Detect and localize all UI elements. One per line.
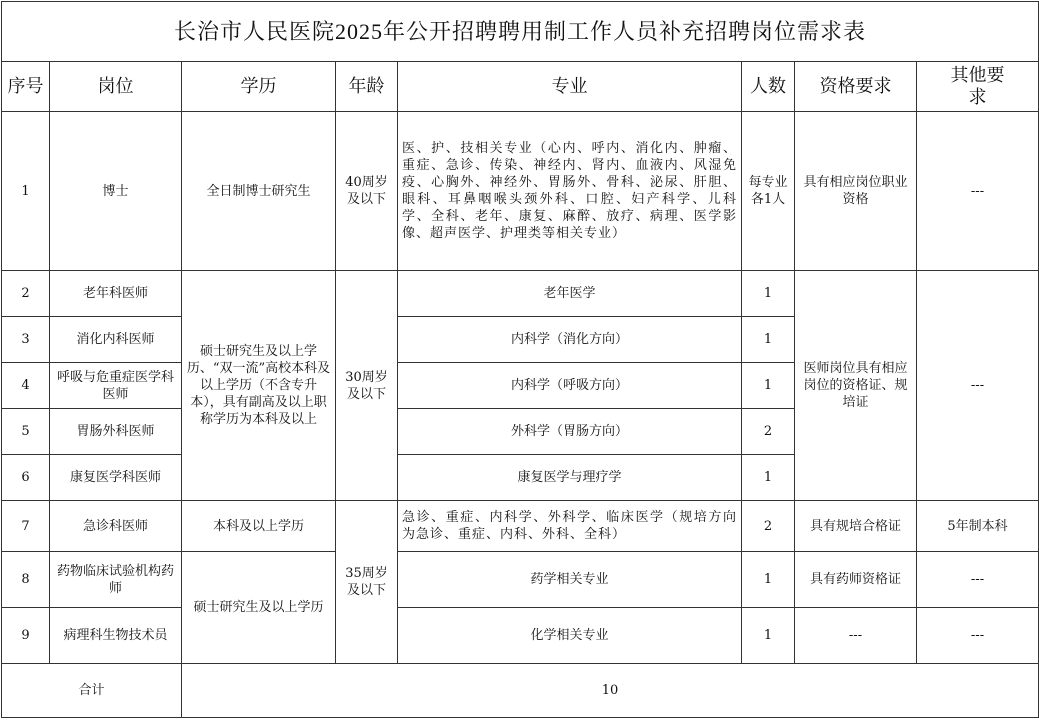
row-count: 1 — [742, 363, 795, 409]
row-position: 康复医学科医师 — [50, 455, 182, 501]
row-other: --- — [917, 112, 1039, 271]
row-other: --- — [917, 608, 1039, 664]
group-age: 35周岁及以下 — [336, 501, 398, 664]
row-major: 急诊、重症、内科学、外科学、临床医学（规培方向为急诊、重症、内科、外科、全科） — [398, 501, 742, 552]
group-other: --- — [917, 271, 1039, 501]
row-position: 病理科生物技术员 — [50, 608, 182, 664]
row-count: 2 — [742, 501, 795, 552]
group-education: 硕士研究生及以上学历、“双一流”高校本科及以上学历（不含专升本），具有副高及以上职称学历为本科及以上 — [182, 271, 336, 501]
header-major: 专业 — [398, 62, 742, 112]
total-value: 10 — [182, 664, 1039, 718]
row-position: 胃肠外科医师 — [50, 409, 182, 455]
row-major: 内科学（消化方向） — [398, 317, 742, 363]
header-count: 人数 — [742, 62, 795, 112]
table-row — [2, 501, 1039, 552]
table-row — [2, 608, 1039, 664]
group-age: 30周岁及以下 — [336, 271, 398, 501]
row-qualification: 具有相应岗位职业资格 — [795, 112, 917, 271]
row-count: 2 — [742, 409, 795, 455]
row-major: 化学相关专业 — [398, 608, 742, 664]
table-row — [2, 552, 1039, 608]
row-count: 1 — [742, 608, 795, 664]
row-position: 急诊科医师 — [50, 501, 182, 552]
row-major: 内科学（呼吸方向） — [398, 363, 742, 409]
row-count: 1 — [742, 455, 795, 501]
row-education: 全日制博士研究生 — [182, 112, 336, 271]
recruitment-table — [1, 1, 1039, 718]
row-seq: 8 — [2, 552, 50, 608]
row-education: 本科及以上学历 — [182, 501, 336, 552]
table-row — [2, 112, 1039, 271]
header-education: 学历 — [182, 62, 336, 112]
row-qualification: 具有规培合格证 — [795, 501, 917, 552]
row-seq: 5 — [2, 409, 50, 455]
row-seq: 9 — [2, 608, 50, 664]
row-position: 药物临床试验机构药师 — [50, 552, 182, 608]
group-qualification: 医师岗位具有相应岗位的资格证、规培证 — [795, 271, 917, 501]
row-major: 医、护、技相关专业（心内、呼内、消化内、肿瘤、重症、急诊、传染、神经内、肾内、血液内、风湿免疫、心胸外、神经外、胃肠外、骨科、泌尿、肝胆、眼科、耳鼻咽喉头颈外科、口腔、妇产科学、儿科学、全科、老年、康复、麻醉、放疗、病理、医学影像、超声医学、护理类等相关专业） — [398, 112, 742, 271]
row-seq: 1 — [2, 112, 50, 271]
row-seq: 3 — [2, 317, 50, 363]
header-qualification: 资格要求 — [795, 62, 917, 112]
row-count: 每专业各1人 — [742, 112, 795, 271]
row-major: 康复医学与理疗学 — [398, 455, 742, 501]
row-seq: 4 — [2, 363, 50, 409]
row-seq: 7 — [2, 501, 50, 552]
row-count: 1 — [742, 317, 795, 363]
row-qualification: 具有药师资格证 — [795, 552, 917, 608]
row-age: 40周岁及以下 — [336, 112, 398, 271]
total-label: 合计 — [2, 664, 182, 718]
row-position: 老年科医师 — [50, 271, 182, 317]
header-seq: 序号 — [2, 62, 50, 112]
row-seq: 2 — [2, 271, 50, 317]
total-row — [2, 664, 1039, 718]
row-qualification: --- — [795, 608, 917, 664]
header-position: 岗位 — [50, 62, 182, 112]
header-age: 年龄 — [336, 62, 398, 112]
header-other: 其他要求 — [917, 62, 1039, 112]
row-major: 药学相关专业 — [398, 552, 742, 608]
row-other: 5年制本科 — [917, 501, 1039, 552]
row-major: 外科学（胃肠方向） — [398, 409, 742, 455]
row-position: 呼吸与危重症医学科医师 — [50, 363, 182, 409]
group-education: 硕士研究生及以上学历 — [182, 552, 336, 664]
row-count: 1 — [742, 552, 795, 608]
row-position: 博士 — [50, 112, 182, 271]
row-major: 老年医学 — [398, 271, 742, 317]
row-position: 消化内科医师 — [50, 317, 182, 363]
table-title: 长治市人民医院2025年公开招聘聘用制工作人员补充招聘岗位需求表 — [2, 2, 1039, 62]
header-row — [2, 62, 1039, 112]
row-seq: 6 — [2, 455, 50, 501]
row-other: --- — [917, 552, 1039, 608]
table-row — [2, 271, 1039, 317]
row-count: 1 — [742, 271, 795, 317]
